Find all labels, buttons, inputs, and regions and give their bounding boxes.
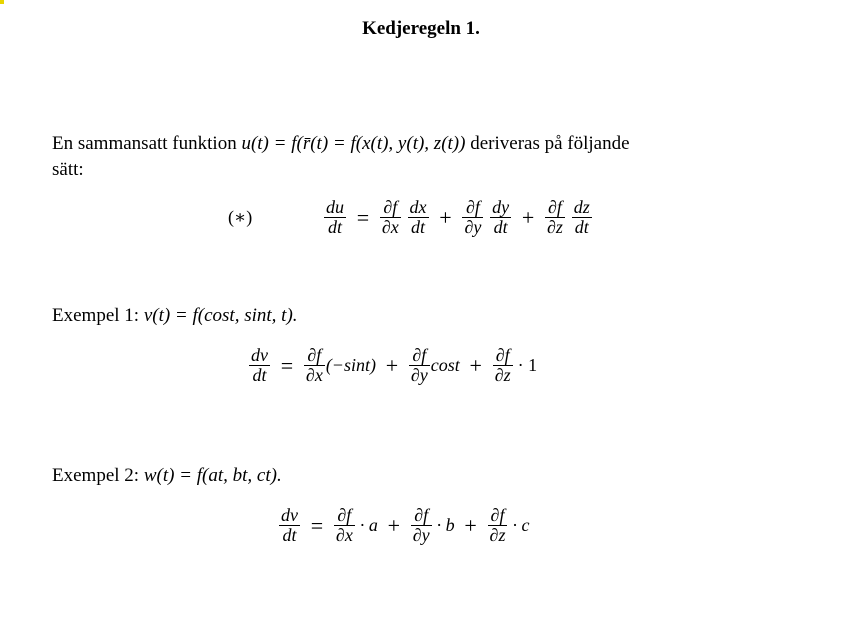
plus-sign: +: [387, 512, 400, 538]
factor-b: · b: [436, 515, 455, 535]
factor-2: cost: [430, 355, 460, 375]
intro-formula: u(t) = f(r̄(t) = f(x(t), y(t), z(t)): [241, 133, 466, 154]
factor-3: · 1: [517, 355, 538, 375]
plus-sign: +: [385, 352, 399, 378]
intro-line-2: sätt:: [52, 159, 84, 180]
partial-z-fraction: $\frac{\partial f}{\partial z}$: [489, 505, 506, 545]
lhs-fraction: $\frac{du}{dt}$: [325, 197, 344, 237]
intro-text-before: En sammansatt funktion: [52, 133, 242, 154]
intro-line-1: [52, 132, 630, 156]
plus-sign: +: [469, 352, 482, 378]
formula-label: (∗): [228, 207, 253, 227]
dx-dt-fraction: $\frac{dx}{dt}$: [409, 197, 427, 237]
partial-x-fraction: $\frac{\partial f}{\partial x}$: [381, 197, 399, 237]
page-title: Kedjeregeln 1.: [362, 18, 480, 39]
partial-x-fraction: $\frac{\partial f}{\partial x}$: [335, 505, 353, 545]
lhs-fraction: $\frac{dv}{dt}$: [251, 345, 268, 385]
equals-sign: =: [356, 204, 370, 230]
example2-heading: [52, 464, 282, 488]
example2-label: Exempel 2:: [52, 465, 144, 486]
lhs-fraction: $\frac{dv}{dt}$: [281, 505, 298, 545]
corner-mark: [0, 0, 4, 4]
equals-sign: =: [280, 352, 294, 378]
partial-z-fraction: $\frac{\partial f}{\partial z}$: [494, 345, 511, 385]
example1-formula: v(t) = f(cost, sint, t).: [143, 305, 298, 326]
factor-c: · c: [512, 515, 530, 535]
partial-y-fraction: $\frac{\partial f}{\partial y}$: [410, 345, 428, 385]
partial-y-fraction: $\frac{\partial f}{\partial y}$: [464, 197, 482, 237]
plus-sign: +: [464, 512, 477, 538]
intro-text-after: deriveras på följande: [465, 133, 630, 154]
example2-derivative: [278, 506, 529, 545]
plus-sign: +: [439, 204, 452, 230]
factor-a: · a: [359, 515, 378, 535]
factor-1: (−sint): [325, 355, 376, 375]
equals-sign: =: [310, 512, 324, 538]
example2-formula: w(t) = f(at, bt, ct).: [143, 465, 282, 486]
example1-label: Exempel 1:: [52, 305, 144, 326]
partial-x-fraction: $\frac{\partial f}{\partial x}$: [305, 345, 323, 385]
dy-dt-fraction: $\frac{dy}{dt}$: [492, 197, 510, 237]
plus-sign: +: [521, 204, 535, 230]
chain-rule-formula: [228, 198, 593, 237]
example1-heading: [52, 304, 298, 328]
partial-z-fraction: $\frac{\partial f}{\partial z}$: [547, 197, 563, 237]
example1-derivative: [248, 346, 537, 385]
partial-y-fraction: $\frac{\partial f}{\partial y}$: [412, 505, 430, 545]
dz-dt-fraction: $\frac{dz}{dt}$: [573, 197, 590, 237]
